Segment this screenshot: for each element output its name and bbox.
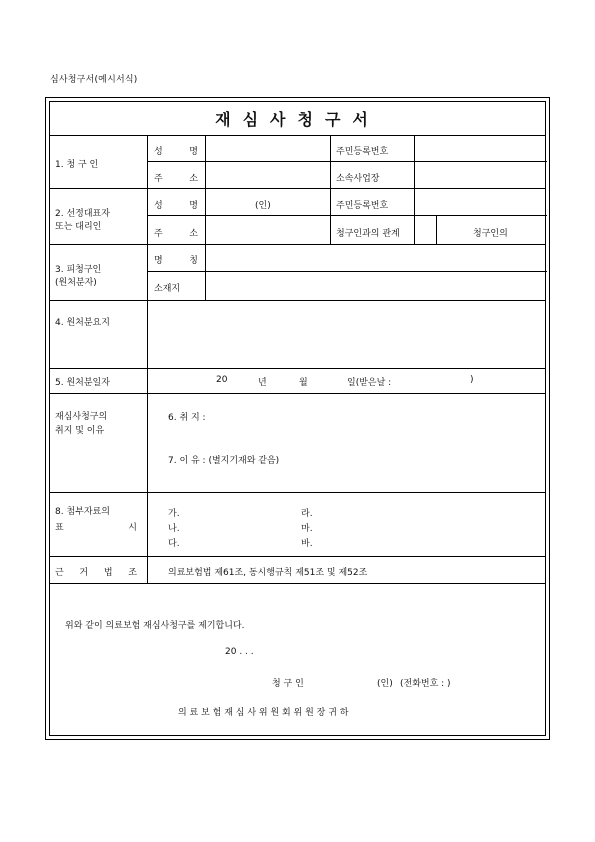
date-day-received: 일(받은날 : [347, 378, 392, 388]
attachment-item: 나. [168, 524, 180, 534]
attachment-item: 바. [301, 539, 313, 549]
resident-no-label: 주민등록번호 [336, 201, 389, 211]
section-purpose-reason-label-2: 취지 및 이유 [55, 426, 105, 436]
claimant-seal: (인) [377, 679, 393, 689]
address-label: 주 소 [154, 174, 198, 184]
section-representative-label-2: 또는 대리인 [55, 222, 102, 232]
divider [50, 300, 545, 301]
form-caption: 심사청구서(예시서식) [50, 75, 138, 85]
form-title: 재심사청구서 [50, 102, 545, 136]
date-close: ) [470, 375, 474, 385]
section-disposition-date-label: 5. 원처분일자 [55, 378, 110, 388]
divider [50, 492, 545, 493]
relation-value: 청구인의 [473, 229, 508, 239]
location-label: 소재지 [154, 284, 181, 294]
addressee: 의 료 보 험 재 심 사 위 원 회 위 원 장 귀 하 [178, 708, 349, 718]
attachment-item: 마. [301, 524, 313, 534]
divider [205, 135, 206, 300]
purpose-line: 6. 취 지 : [168, 413, 206, 423]
divider [50, 556, 545, 557]
section-respondent-label-2: (원처분자) [55, 278, 97, 288]
form-table [49, 101, 546, 736]
divider [147, 161, 547, 162]
divider [414, 135, 415, 244]
name-label: 성 명 [154, 147, 198, 157]
divider [330, 135, 331, 244]
divider [50, 583, 545, 584]
divider [436, 215, 437, 244]
legal-basis-label: 근 거 법 조 [55, 568, 137, 578]
legal-basis-text: 의료보험법 제61조, 동시행규칙 제51조 및 제52조 [168, 568, 368, 578]
relation-label: 청구인과의 관계 [336, 229, 400, 239]
name-label: 성 명 [154, 201, 198, 211]
section-respondent-label: 3. 피청구인 [55, 265, 102, 275]
divider [147, 135, 148, 583]
divider [50, 393, 545, 394]
closing-statement: 위와 같이 의료보험 재심사청구를 제기합니다. [65, 621, 245, 631]
date-prefix: 20 [216, 375, 228, 385]
title-name-label: 명 칭 [154, 256, 198, 266]
date-month: 월 [299, 378, 308, 388]
section-representative-label: 2. 선정대표자 [55, 209, 110, 219]
attachment-item: 가. [168, 509, 180, 519]
seal-mark: (인) [255, 201, 271, 211]
reason-line: 7. 이 유 : (별지기재와 같음) [168, 456, 280, 466]
resident-no-label: 주민등록번호 [336, 147, 389, 157]
divider [147, 215, 547, 216]
attachment-item: 라. [301, 509, 313, 519]
closing-date: 20 . . . [225, 647, 254, 657]
date-year: 년 [258, 378, 267, 388]
divider [50, 368, 545, 369]
divider [50, 188, 545, 189]
section-attachments-label: 8. 첨부자료의 [55, 507, 110, 517]
section-original-disposition-label: 4. 원처분요지 [55, 318, 110, 328]
address-label: 주 소 [154, 229, 198, 239]
section-attachments-label-2: 표 시 [55, 523, 137, 533]
attachment-item: 다. [168, 539, 180, 549]
divider [147, 271, 547, 272]
section-purpose-reason-label: 재심사청구의 [55, 412, 108, 422]
workplace-label: 소속사업장 [336, 174, 380, 184]
divider [50, 244, 545, 245]
section-claimant-label: 1. 청 구 인 [55, 160, 99, 170]
claimant-signature-label: 청 구 인 [272, 679, 304, 689]
phone-number: (전화번호 : ) [400, 679, 451, 689]
